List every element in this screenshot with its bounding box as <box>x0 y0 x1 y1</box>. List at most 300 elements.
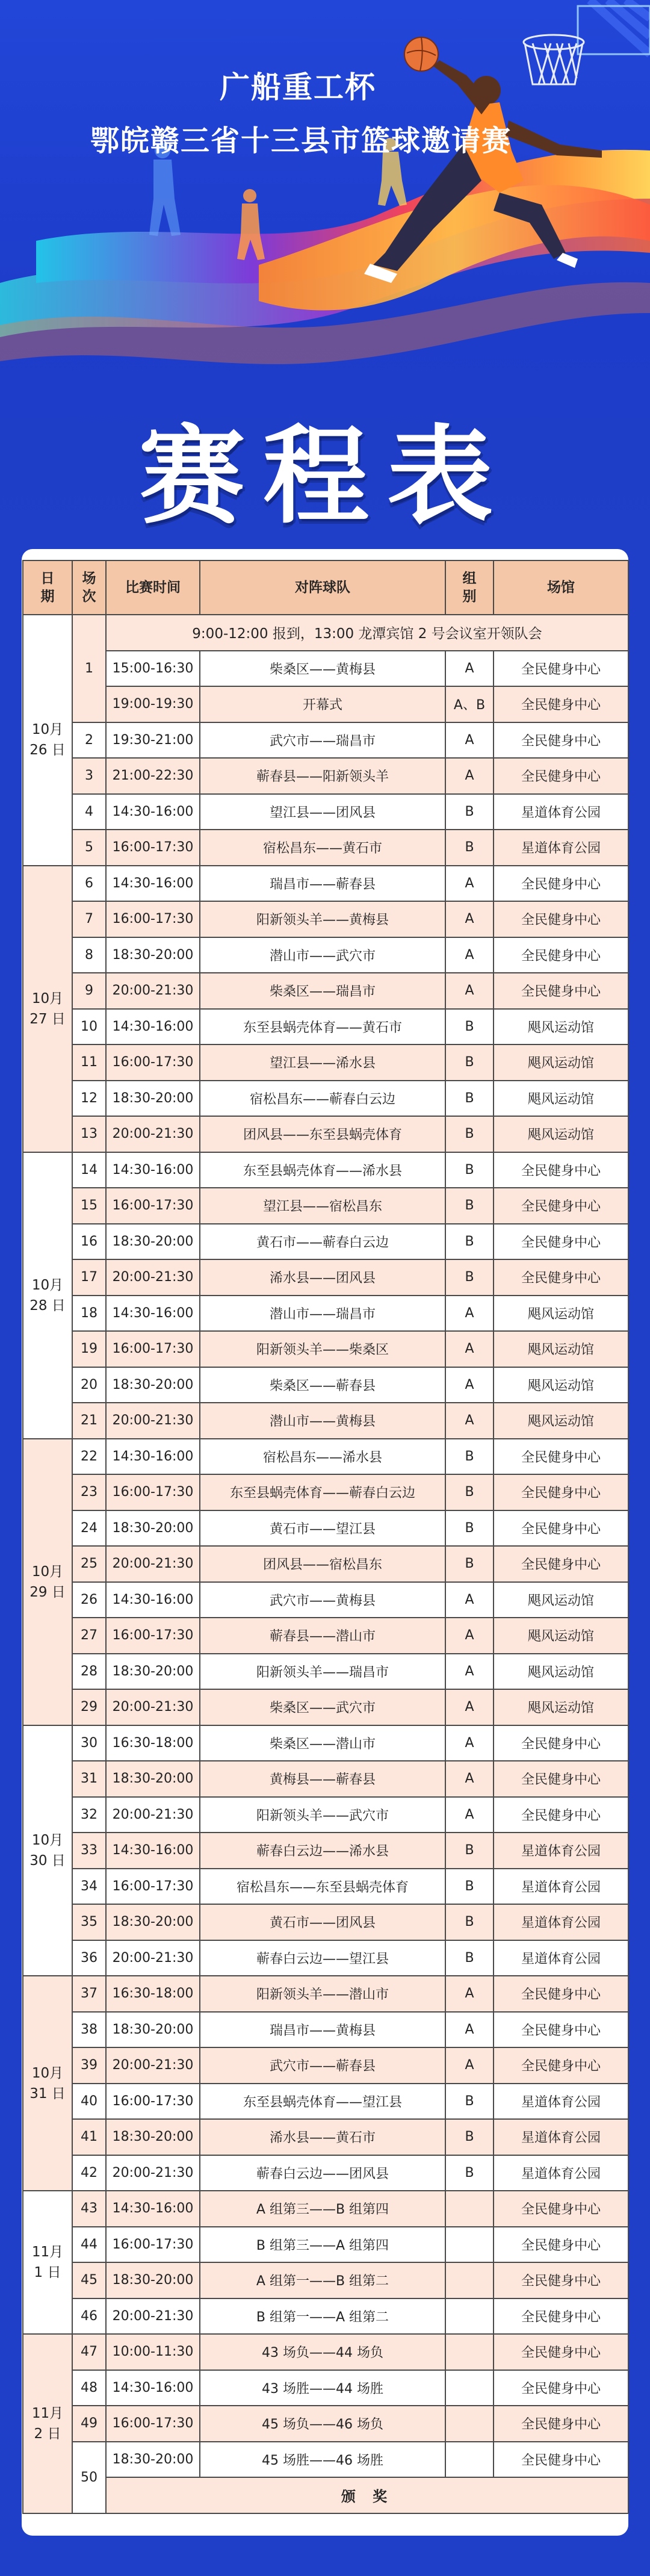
teams-cell: 阳新领头羊——潜山市 <box>200 1976 445 2012</box>
venue-cell: 全民健身中心 <box>494 2442 628 2478</box>
group-cell: B <box>445 1904 494 1940</box>
time-cell: 20:00-21:30 <box>106 2047 200 2084</box>
venue-cell: 星道体育公园 <box>494 2084 628 2120</box>
table-row <box>23 1296 628 1332</box>
venue-cell: 全民健身中心 <box>494 686 628 722</box>
venue-cell: 飓风运动馆 <box>494 1009 628 1045</box>
venue-cell: 全民健身中心 <box>494 866 628 902</box>
teams-cell: 黄石市——望江县 <box>200 1510 445 1547</box>
date-line: 10月 <box>31 1277 64 1293</box>
venue-cell: 全民健身中心 <box>494 722 628 759</box>
group-cell: A <box>445 2012 494 2048</box>
group-cell: B <box>445 1224 494 1260</box>
teams-cell: B 组第三——A 组第四 <box>200 2227 445 2263</box>
time-cell: 14:30-16:00 <box>106 1582 200 1618</box>
group-cell: A <box>445 722 494 759</box>
note-cell: 9:00-12:00 报到，13:00 龙潭宾馆 2 号会议室开领队会 <box>106 615 628 651</box>
teams-cell: 黄梅县——蕲春县 <box>200 1761 445 1797</box>
time-cell: 18:30-20:00 <box>106 2262 200 2298</box>
header-venue: 场馆 <box>494 560 628 615</box>
time-cell: 16:00-17:30 <box>106 1474 200 1510</box>
time-cell: 20:00-21:30 <box>106 1116 200 1152</box>
venue-cell: 全民健身中心 <box>494 1546 628 1582</box>
time-cell: 18:30-20:00 <box>106 1081 200 1117</box>
venue-cell: 飓风运动馆 <box>494 1582 628 1618</box>
match-no-cell: 8 <box>72 937 106 973</box>
teams-cell: 阳新领头羊——武穴市 <box>200 1797 445 1833</box>
header-date: 日 期 <box>23 560 72 615</box>
table-row <box>23 1081 628 1117</box>
table-row <box>23 830 628 866</box>
match-no-cell: 49 <box>72 2406 106 2442</box>
teams-cell: A 组第三——B 组第四 <box>200 2191 445 2227</box>
venue-cell: 全民健身中心 <box>494 937 628 973</box>
match-no-cell: 16 <box>72 1224 106 1260</box>
match-no-cell: 7 <box>72 901 106 937</box>
time-cell: 18:30-20:00 <box>106 2442 200 2478</box>
venue-cell: 全民健身中心 <box>494 2262 628 2298</box>
teams-cell: 宿松昌东——蕲春白云边 <box>200 1081 445 1117</box>
teams-cell: B 组第一——A 组第二 <box>200 2298 445 2335</box>
table-row <box>23 651 628 687</box>
group-cell: A <box>445 2047 494 2084</box>
time-cell: 14:30-16:00 <box>106 1009 200 1045</box>
table-row <box>23 1009 628 1045</box>
table-row <box>23 615 628 651</box>
group-cell: B <box>445 1044 494 1081</box>
venue-cell: 飓风运动馆 <box>494 1081 628 1117</box>
group-cell: A <box>445 866 494 902</box>
time-cell: 20:00-21:30 <box>106 1546 200 1582</box>
teams-cell: 45 场负——46 场负 <box>200 2406 445 2442</box>
venue-cell: 全民健身中心 <box>494 2012 628 2048</box>
venue-cell: 全民健身中心 <box>494 973 628 1009</box>
date-cell <box>23 615 72 866</box>
match-no-cell: 5 <box>72 830 106 866</box>
table-row <box>23 2334 628 2370</box>
group-cell: A <box>445 651 494 687</box>
teams-cell: 蕲春白云边——团风县 <box>200 2155 445 2191</box>
teams-cell: 浠水县——黄石市 <box>200 2119 445 2155</box>
teams-cell: A 组第一——B 组第二 <box>200 2262 445 2298</box>
table-row <box>23 1940 628 1976</box>
time-cell: 18:30-20:00 <box>106 1654 200 1690</box>
time-cell: 14:30-16:00 <box>106 1439 200 1475</box>
group-cell: B <box>445 1474 494 1510</box>
group-cell <box>445 2334 494 2370</box>
time-cell: 15:00-16:30 <box>106 651 200 687</box>
match-no-cell: 40 <box>72 2084 106 2120</box>
group-cell: A <box>445 1797 494 1833</box>
group-cell <box>445 2227 494 2263</box>
date-line: 11月 <box>31 2244 64 2260</box>
time-cell: 20:00-21:30 <box>106 1797 200 1833</box>
venue-cell: 星道体育公园 <box>494 794 628 830</box>
table-row <box>23 1510 628 1547</box>
table-row <box>23 1797 628 1833</box>
group-cell: A <box>445 1761 494 1797</box>
venue-cell: 飓风运动馆 <box>494 1116 628 1152</box>
table-row <box>23 1725 628 1761</box>
award-cell: 颁 奖 <box>106 2477 628 2513</box>
venue-cell: 全民健身中心 <box>494 1725 628 1761</box>
match-no-cell: 13 <box>72 1116 106 1152</box>
venue-cell: 飓风运动馆 <box>494 1403 628 1439</box>
group-cell: B <box>445 1116 494 1152</box>
table-row <box>23 1152 628 1188</box>
group-cell: B <box>445 1152 494 1188</box>
group-cell: B <box>445 830 494 866</box>
teams-cell: 潜山市——黄梅县 <box>200 1403 445 1439</box>
table-row <box>23 2227 628 2263</box>
table-row <box>23 1474 628 1510</box>
group-cell: A <box>445 1296 494 1332</box>
match-no-cell: 2 <box>72 722 106 759</box>
match-no-cell: 27 <box>72 1618 106 1654</box>
venue-cell: 全民健身中心 <box>494 901 628 937</box>
venue-cell: 全民健身中心 <box>494 1976 628 2012</box>
match-no-cell: 36 <box>72 1940 106 1976</box>
schedule-panel <box>22 549 628 2536</box>
match-no-cell: 3 <box>72 758 106 794</box>
time-cell: 18:30-20:00 <box>106 1904 200 1940</box>
table-row <box>23 937 628 973</box>
group-cell: A <box>445 1725 494 1761</box>
match-no-cell: 43 <box>72 2191 106 2227</box>
time-cell: 14:30-16:00 <box>106 1296 200 1332</box>
time-cell: 16:00-17:30 <box>106 1618 200 1654</box>
table-row <box>23 973 628 1009</box>
teams-cell: 43 场胜——44 场胜 <box>200 2370 445 2406</box>
table-row <box>23 1976 628 2012</box>
group-cell: B <box>445 2155 494 2191</box>
group-cell: B <box>445 1009 494 1045</box>
group-cell: A、B <box>445 686 494 722</box>
table-row <box>23 2012 628 2048</box>
match-no-cell: 42 <box>72 2155 106 2191</box>
group-cell: B <box>445 1546 494 1582</box>
event-title: 鄂皖赣三省十三县市篮球邀请赛 <box>90 124 512 158</box>
time-cell: 16:00-17:30 <box>106 2227 200 2263</box>
venue-cell: 飓风运动馆 <box>494 1689 628 1725</box>
group-cell: A <box>445 1976 494 2012</box>
table-row <box>23 1904 628 1940</box>
time-cell: 16:30-18:00 <box>106 1725 200 1761</box>
table-row <box>23 1761 628 1797</box>
teams-cell: 东至县蜗壳体育——蕲春白云边 <box>200 1474 445 1510</box>
venue-cell: 全民健身中心 <box>494 1259 628 1296</box>
teams-cell: 望江县——宿松昌东 <box>200 1188 445 1224</box>
venue-cell: 飓风运动馆 <box>494 1044 628 1081</box>
table-row <box>23 1403 628 1439</box>
time-cell: 14:30-16:00 <box>106 2191 200 2227</box>
teams-cell: 阳新领头羊——柴桑区 <box>200 1331 445 1367</box>
teams-cell: 东至县蜗壳体育——望江县 <box>200 2084 445 2120</box>
venue-cell: 星道体育公园 <box>494 1869 628 1905</box>
teams-cell: 潜山市——瑞昌市 <box>200 1296 445 1332</box>
teams-cell: 宿松昌东——黄石市 <box>200 830 445 866</box>
table-row <box>23 2084 628 2120</box>
table-row <box>23 2191 628 2227</box>
group-cell: B <box>445 2084 494 2120</box>
date-line: 2 日 <box>34 2425 61 2442</box>
teams-cell: 东至县蜗壳体育——浠水县 <box>200 1152 445 1188</box>
teams-cell: 柴桑区——武穴市 <box>200 1689 445 1725</box>
group-cell: B <box>445 1940 494 1976</box>
table-row <box>23 866 628 902</box>
venue-cell: 全民健身中心 <box>494 2227 628 2263</box>
venue-cell: 全民健身中心 <box>494 1224 628 1260</box>
group-cell: A <box>445 1367 494 1403</box>
venue-cell: 全民健身中心 <box>494 2334 628 2370</box>
venue-cell: 全民健身中心 <box>494 1474 628 1510</box>
table-row <box>23 722 628 759</box>
time-cell: 14:30-16:00 <box>106 1152 200 1188</box>
match-no-cell: 21 <box>72 1403 106 1439</box>
match-no-cell: 15 <box>72 1188 106 1224</box>
time-cell: 14:30-16:00 <box>106 866 200 902</box>
time-cell: 19:00-19:30 <box>106 686 200 722</box>
match-no-cell: 19 <box>72 1331 106 1367</box>
match-no-cell: 50 <box>72 2442 106 2513</box>
group-cell: A <box>445 1618 494 1654</box>
teams-cell: 柴桑区——潜山市 <box>200 1725 445 1761</box>
match-no-cell: 17 <box>72 1259 106 1296</box>
table-row <box>23 2047 628 2084</box>
teams-cell: 望江县——团风县 <box>200 794 445 830</box>
group-cell: A <box>445 901 494 937</box>
match-no-cell: 46 <box>72 2298 106 2335</box>
table-row <box>23 758 628 794</box>
table-row <box>23 1224 628 1260</box>
table-row <box>23 1367 628 1403</box>
teams-cell: 蕲春县——潜山市 <box>200 1618 445 1654</box>
time-cell: 18:30-20:00 <box>106 937 200 973</box>
time-cell: 16:00-17:30 <box>106 830 200 866</box>
date-line: 31 日 <box>29 2085 66 2102</box>
match-no-cell: 47 <box>72 2334 106 2370</box>
match-no-cell: 34 <box>72 1869 106 1905</box>
match-no-cell: 18 <box>72 1296 106 1332</box>
header-match-no: 场 次 <box>72 560 106 615</box>
venue-cell: 全民健身中心 <box>494 2406 628 2442</box>
date-line: 10月 <box>31 1832 64 1848</box>
match-no-cell: 20 <box>72 1367 106 1403</box>
group-cell: A <box>445 973 494 1009</box>
table-row <box>23 1044 628 1081</box>
hero-titles <box>0 63 650 159</box>
table-row <box>23 2262 628 2298</box>
date-line: 10月 <box>31 990 64 1007</box>
table-row <box>23 1116 628 1152</box>
venue-cell: 全民健身中心 <box>494 1510 628 1547</box>
table-row <box>23 1618 628 1654</box>
time-cell: 14:30-16:00 <box>106 794 200 830</box>
header-group: 组 别 <box>445 560 494 615</box>
match-no-cell: 30 <box>72 1725 106 1761</box>
venue-cell: 飓风运动馆 <box>494 1618 628 1654</box>
date-line: 26 日 <box>29 742 66 759</box>
date-line: 27 日 <box>29 1011 66 1027</box>
teams-cell: 瑞昌市——蕲春县 <box>200 866 445 902</box>
date-line: 1 日 <box>34 2265 61 2280</box>
teams-cell: 潜山市——武穴市 <box>200 937 445 973</box>
teams-cell: 柴桑区——瑞昌市 <box>200 973 445 1009</box>
match-no-cell: 38 <box>72 2012 106 2048</box>
date-line: 10月 <box>31 722 64 738</box>
venue-cell: 飓风运动馆 <box>494 1367 628 1403</box>
table-row <box>23 1654 628 1690</box>
time-cell: 18:30-20:00 <box>106 1510 200 1547</box>
date-line: 28 日 <box>29 1297 66 1314</box>
group-cell: B <box>445 1259 494 1296</box>
time-cell: 18:30-20:00 <box>106 1224 200 1260</box>
group-cell: B <box>445 794 494 830</box>
match-no-cell: 39 <box>72 2047 106 2084</box>
group-cell: B <box>445 1439 494 1475</box>
table-row <box>23 1689 628 1725</box>
match-no-cell: 32 <box>72 1797 106 1833</box>
time-cell: 16:00-17:30 <box>106 1331 200 1367</box>
match-no-cell: 14 <box>72 1152 106 1188</box>
group-cell: B <box>445 1833 494 1869</box>
time-cell: 18:30-20:00 <box>106 1367 200 1403</box>
sponsor-title: 广船重工杯 <box>220 70 376 105</box>
match-no-cell: 28 <box>72 1654 106 1690</box>
date-line: 11月 <box>31 2405 64 2421</box>
date-cell <box>23 2334 72 2513</box>
table-row <box>23 1259 628 1296</box>
time-cell: 14:30-16:00 <box>106 1833 200 1869</box>
table-row <box>23 794 628 830</box>
venue-cell: 全民健身中心 <box>494 1439 628 1475</box>
date-cell <box>23 1152 72 1439</box>
time-cell: 10:00-11:30 <box>106 2334 200 2370</box>
match-no-cell: 25 <box>72 1546 106 1582</box>
teams-cell: 阳新领头羊——瑞昌市 <box>200 1654 445 1690</box>
teams-cell: 武穴市——蕲春县 <box>200 2047 445 2084</box>
header-time: 比赛时间 <box>106 560 200 615</box>
time-cell: 18:30-20:00 <box>106 2012 200 2048</box>
table-row <box>23 1331 628 1367</box>
time-cell: 18:30-20:00 <box>106 1761 200 1797</box>
group-cell: B <box>445 1869 494 1905</box>
match-no-cell: 29 <box>72 1689 106 1725</box>
time-cell: 18:30-20:00 <box>106 2119 200 2155</box>
table-row <box>23 1869 628 1905</box>
time-cell: 20:00-21:30 <box>106 1940 200 1976</box>
venue-cell: 全民健身中心 <box>494 758 628 794</box>
venue-cell: 星道体育公园 <box>494 2119 628 2155</box>
match-no-cell: 35 <box>72 1904 106 1940</box>
table-row <box>23 1833 628 1869</box>
table-row <box>23 2477 628 2513</box>
time-cell: 16:00-17:30 <box>106 1188 200 1224</box>
venue-cell: 全民健身中心 <box>494 651 628 687</box>
group-cell: A <box>445 1331 494 1367</box>
table-row <box>23 1188 628 1224</box>
teams-cell: 黄石市——蕲春白云边 <box>200 1224 445 1260</box>
match-no-cell: 10 <box>72 1009 106 1045</box>
time-cell: 20:00-21:30 <box>106 973 200 1009</box>
venue-cell: 全民健身中心 <box>494 2298 628 2335</box>
time-cell: 16:00-17:30 <box>106 1044 200 1081</box>
teams-cell: 瑞昌市——黄梅县 <box>200 2012 445 2048</box>
venue-cell: 全民健身中心 <box>494 1188 628 1224</box>
teams-cell: 宿松昌东——浠水县 <box>200 1439 445 1475</box>
venue-cell: 全民健身中心 <box>494 2370 628 2406</box>
time-cell: 16:00-17:30 <box>106 2406 200 2442</box>
group-cell <box>445 2442 494 2478</box>
group-cell <box>445 2370 494 2406</box>
group-cell: A <box>445 1582 494 1618</box>
table-row <box>23 686 628 722</box>
teams-cell: 宿松昌东——东至县蜗壳体育 <box>200 1869 445 1905</box>
date-line: 30 日 <box>29 1852 66 1869</box>
teams-cell: 武穴市——黄梅县 <box>200 1582 445 1618</box>
group-cell <box>445 2406 494 2442</box>
time-cell: 20:00-21:30 <box>106 1259 200 1296</box>
date-cell <box>23 1725 72 1976</box>
group-cell: B <box>445 2119 494 2155</box>
teams-cell: 浠水县——团风县 <box>200 1259 445 1296</box>
time-cell: 16:00-17:30 <box>106 1869 200 1905</box>
match-no-cell: 48 <box>72 2370 106 2406</box>
match-no-cell: 24 <box>72 1510 106 1547</box>
group-cell: A <box>445 1689 494 1725</box>
table-header-row <box>23 560 628 615</box>
time-cell: 20:00-21:30 <box>106 1689 200 1725</box>
table-row <box>23 2119 628 2155</box>
teams-cell: 蕲春白云边——望江县 <box>200 1940 445 1976</box>
teams-cell: 阳新领头羊——黄梅县 <box>200 901 445 937</box>
match-no-cell: 9 <box>72 973 106 1009</box>
venue-cell: 飓风运动馆 <box>494 1331 628 1367</box>
venue-cell: 全民健身中心 <box>494 2191 628 2227</box>
teams-cell: 武穴市——瑞昌市 <box>200 722 445 759</box>
teams-cell: 黄石市——团风县 <box>200 1904 445 1940</box>
match-no-cell: 31 <box>72 1761 106 1797</box>
group-cell <box>445 2262 494 2298</box>
teams-cell: 蕲春县——阳新领头羊 <box>200 758 445 794</box>
header-teams: 对阵球队 <box>200 560 445 615</box>
group-cell: A <box>445 1403 494 1439</box>
time-cell: 20:00-21:30 <box>106 1403 200 1439</box>
time-cell: 20:00-21:30 <box>106 2298 200 2335</box>
time-cell: 19:30-21:00 <box>106 722 200 759</box>
teams-cell: 45 场胜——46 场胜 <box>200 2442 445 2478</box>
date-cell <box>23 1439 72 1725</box>
match-no-cell: 26 <box>72 1582 106 1618</box>
teams-cell: 开幕式 <box>200 686 445 722</box>
match-no-cell: 1 <box>72 615 106 722</box>
date-cell <box>23 866 72 1152</box>
venue-cell: 星道体育公园 <box>494 830 628 866</box>
group-cell <box>445 2191 494 2227</box>
teams-cell: 柴桑区——黄梅县 <box>200 651 445 687</box>
match-no-cell: 44 <box>72 2227 106 2263</box>
table-row <box>23 1439 628 1475</box>
match-no-cell: 11 <box>72 1044 106 1081</box>
teams-cell: 望江县——浠水县 <box>200 1044 445 1081</box>
table-row <box>23 2406 628 2442</box>
venue-cell: 飓风运动馆 <box>494 1296 628 1332</box>
venue-cell: 全民健身中心 <box>494 1152 628 1188</box>
date-line: 10月 <box>31 1563 64 1580</box>
teams-cell: 蕲春白云边——浠水县 <box>200 1833 445 1869</box>
teams-cell: 柴桑区——蕲春县 <box>200 1367 445 1403</box>
group-cell: A <box>445 937 494 973</box>
